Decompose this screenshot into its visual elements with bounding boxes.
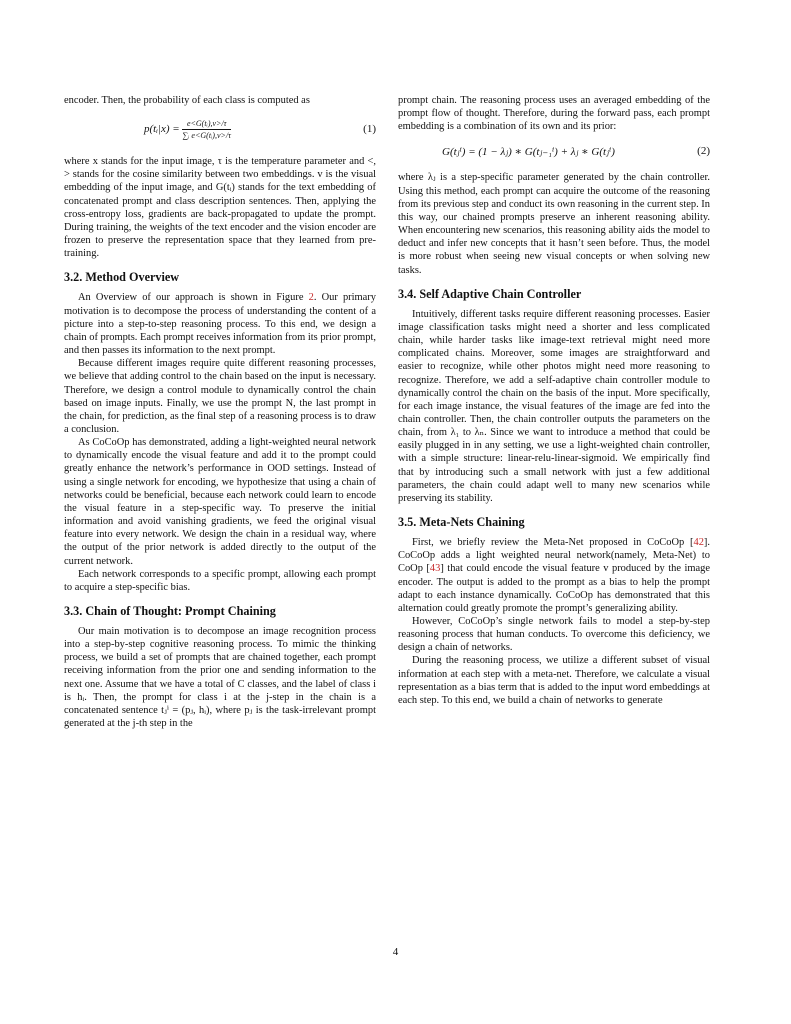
section-heading-3-4: 3.4. Self Adaptive Chain Controller [398, 286, 582, 301]
section-heading-3-5: 3.5. Meta-Nets Chaining [398, 515, 525, 530]
eq1-lhs: p(tᵢ|x) = [144, 123, 180, 136]
paragraph-3-5-b: However, CoCoOp’s single network fails to model a step-by-step reasoning process that human conducts. To overcome this deficiency, we design a chain of networks. [398, 616, 710, 654]
eq1-numerator: e<G(tᵢ),v>/τ [182, 119, 231, 130]
paragraph-3-2-b: Because different images require quite different reasoning processes, we believe that adding control to the chain based on the input is necessary. Therefore, we design a control module to dynamically control the chain based on image inputs. Finally, we use the prompt N, the last prompt in the chain, for prediction, as the final step of a reasoning process is to draw a conclusion. [64, 358, 376, 435]
equation-1 [64, 107, 376, 155]
paragraph-3-5-c: During the reasoning process, we utilize a different subset of visual information at each step with a meta-net. Therefore, we calculate a visual representation as a bias term that is added to the input word embeddings at each step. To this end, we build a chain of networks to generate [398, 655, 710, 706]
paragraph-continued: prompt chain. The reasoning process uses an averaged embedding of the prompt flow of thought. Therefore, during the forward pass, each prompt embedding is a combination of its own and its prior: [398, 95, 710, 133]
paragraph-3-5-a: First, we briefly review the Meta-Net proposed in CoCoOp [42]. CoCoOp adds a light weighted neural network(namely, Meta-Net) to CoOp [43] that could encode the visual feature v produced by the image encoder. The output is added to the prompt as a bias to help the prompt adapt to each instance dynamically. CoCoOp has demonstrated that this alternation could greatly promote the prompt’s generalizing ability. [398, 537, 710, 614]
section-heading-3-2: 3.2. Method Overview [64, 270, 180, 285]
citation-link-42[interactable]: 42 [693, 537, 704, 549]
left-column [64, 94, 376, 730]
eq2-number: (2) [697, 145, 710, 158]
paragraph-where-2: where λⱼ is a step-specific parameter generated by the chain controller. Using this method, each prompt can acquire the outcome of the reasoning from its previous step and conduct its own reasoning in the current step. In this way, our chained prompts preserve an inherent reasoning ability. When encountering new scenarios, this reasoning ability aids the model to deduct and infer new concepts that it hasn’t seen before. Thus, the model is more robust when seeing new visual concepts or when solving new tasks. [398, 172, 710, 276]
eq2-expression: G(tⱼⁱ) = (1 − λⱼ) ∗ G(tⱼ₋₁ⁱ) + λⱼ ∗ G(tⱼⁱ) [442, 146, 615, 159]
paragraph-3-3: Our main motivation is to decompose an image recognition process into a step-by-step cognitive reasoning process. To mimic the thinking process, we build a set of prompts that are chained together, each prompt receiving information from the prior one and sending information to the next one. Assume that we have a total of C classes, and the label of class i is hᵢ. Then, the prompt for class i at the j-step in the chain is a concatenated sentence tⱼⁱ = (pⱼ, hᵢ), where pⱼ is the task-irrelevant prompt generated at the j-th step in the [64, 626, 376, 730]
figure-ref-link[interactable]: 2 [308, 292, 314, 304]
paragraph-intro: encoder. Then, the probability of each class is computed as [64, 95, 310, 106]
eq1-fraction [182, 119, 231, 140]
eq1-denominator: ∑ᵢ e<G(tᵢ),v>/τ [182, 131, 231, 141]
page-number: 4 [392, 946, 399, 958]
paragraph-3-2-d: Each network corresponds to a specific prompt, allowing each prompt to acquire a step-specific bias. [64, 568, 376, 593]
paragraph-3-4: Intuitively, different tasks require different reasoning processes. Easier image classification tasks might need a shorter and less complicated chain, while harder tasks like image-text retrieval might need more complicated chains. Moreover, some images are straightforward and easier to recognize, while other photos might need more reasoning to recognize. Therefore, we add a self-adaptive chain controller module to dynamically control the chain on the basis of the input. More specifically, for each image instance, the visual features of the image are fed into the chain controller. Then, the chain controller outputs the parameters on the chain, from λ₁ to λₙ. Since we want to introduce a method that could be easily plugged in in any setting, we use a light-weighted chain controller, with a simple structure: linear-relu-linear-sigmoid. We empirically find that by introducing such a small network with just a few additional parameters, the chain could adapt well to many new scenarios while preserving its stability. [398, 308, 710, 504]
section-heading-3-3: 3.3. Chain of Thought: Prompt Chaining [64, 604, 276, 618]
right-column [398, 94, 710, 707]
paragraph-where: where x stands for the input image, τ is the temperature parameter and <, > stands for the cosine similarity between two embeddings. v is the visual embedding of the input image, and G(tᵢ) stands for the text embedding of concatenated prompt and class description sentences. Then, applying the cross-entropy loss, gradients are back-propagated to update the prompt. During training, the weights of the text encoder and the vision encoder are frozen to preserve the representation space that they learned from pre-training. [64, 156, 376, 260]
equation-2 [398, 133, 710, 171]
paragraph-3-2-c: As CoCoOp has demonstrated, adding a light-weighted neural network to dynamically encode the visual feature and add it to the prompt could greatly enhance the network’s performance in OOD settings. Instead of using a single network for encoding, we hypothesize that using a chain of networks could be beneficial, because each network could learn to encode the visual feature in a step-specific way. To preserve the initial information and avoid vanishing gradients, we feed the original visual feature into every network. We design the chain in a residual way, where the output of the prior network is added directly to the output of the current network. [64, 437, 376, 567]
eq1-number: (1) [363, 123, 376, 136]
paragraph-3-2-a: An Overview of our approach is shown in Figure 2. Our primary motivation is to decompose the process of understanding the content of a picture into a step-to-step reasoning process. To this end, we design a chain of prompts. Each prompt receives information from its prior prompt, and then passes its information to the next prompt. [64, 292, 376, 357]
citation-link-43[interactable]: 43 [429, 563, 441, 575]
